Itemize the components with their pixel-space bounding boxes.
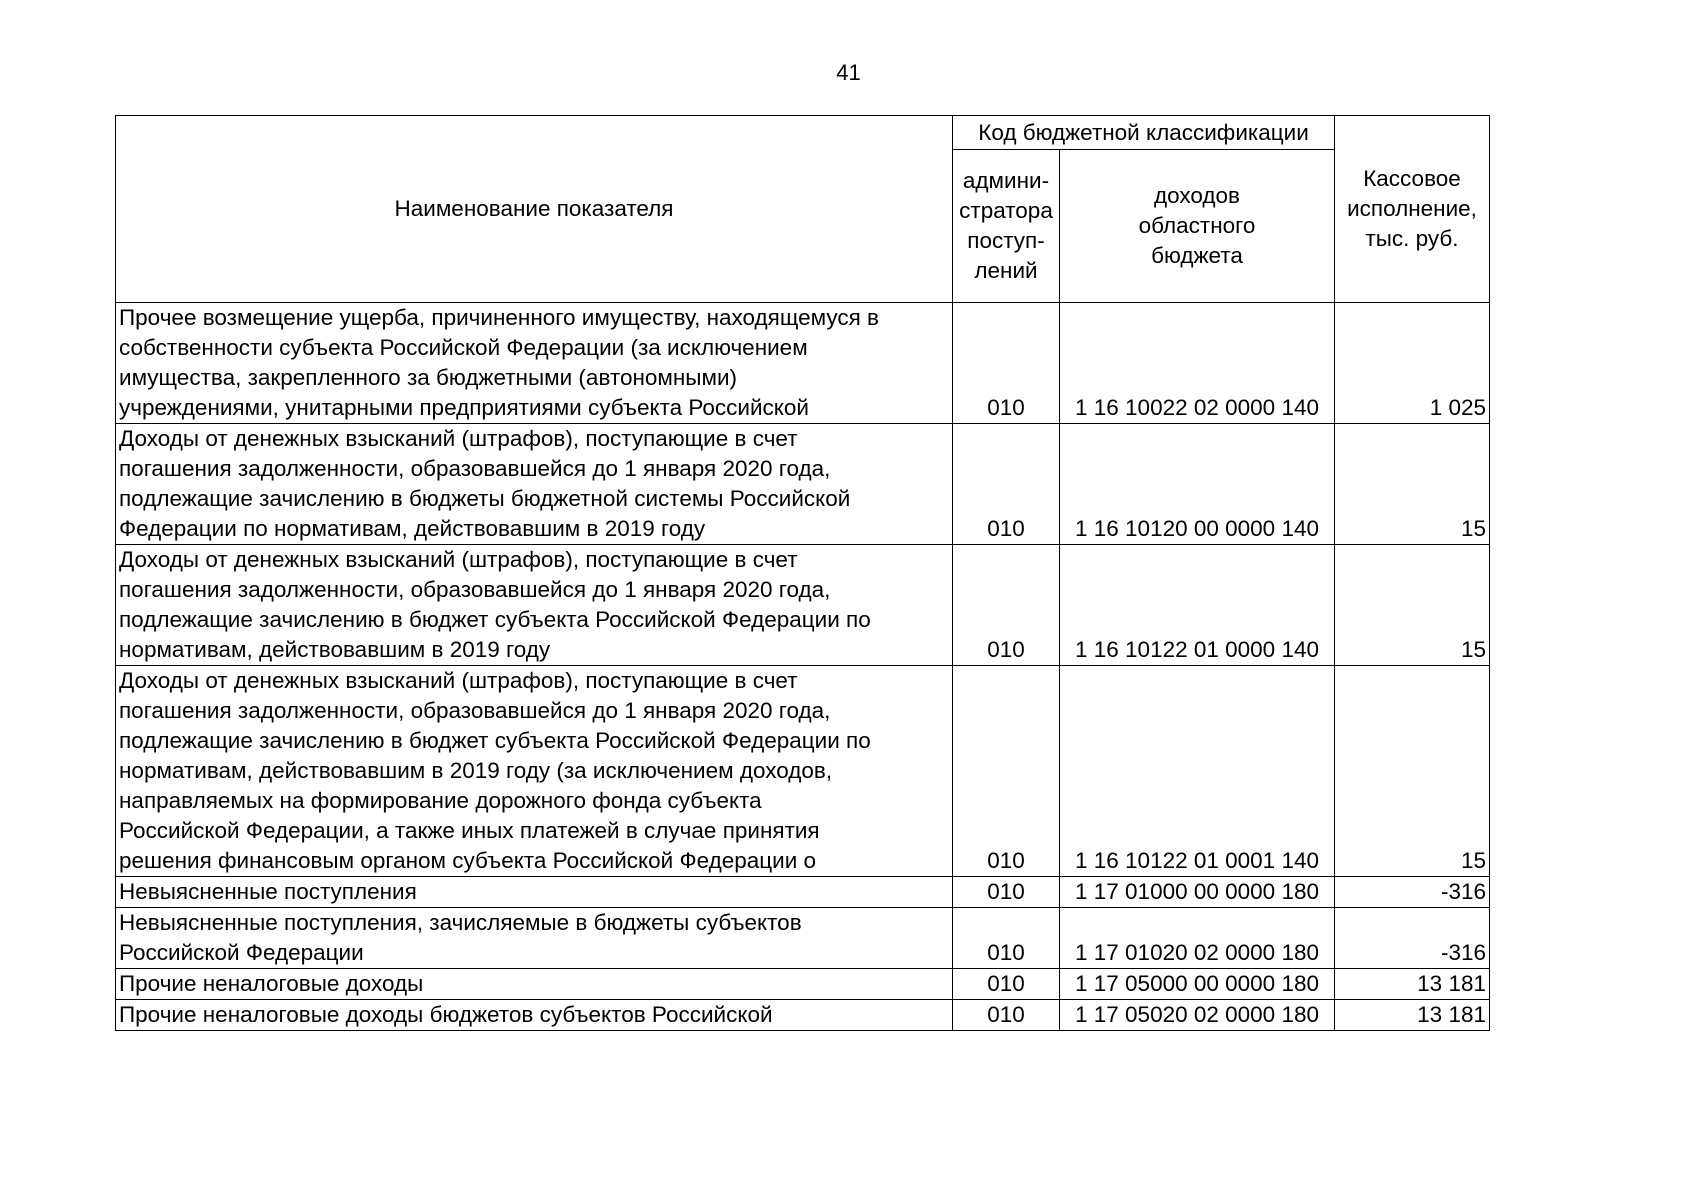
table-body: [116, 303, 1490, 1031]
row-admin-code: 010: [953, 969, 1060, 1000]
row-admin-code: 010: [953, 908, 1060, 969]
row-admin-code: 010: [953, 424, 1060, 545]
table-row: [116, 545, 1490, 666]
table-row: [116, 424, 1490, 545]
header-budget-classification-code: Код бюджетной классификации: [953, 116, 1335, 150]
row-budget-code: 1 16 10022 02 0000 140: [1060, 303, 1335, 424]
page-number: 41: [836, 60, 861, 85]
header-cash-execution-label: Кассовое исполнение, тыс. руб.: [1347, 166, 1477, 251]
row-budget-code: 1 17 05000 00 0000 180: [1060, 969, 1335, 1000]
row-name: Прочее возмещение ущерба, причиненного имуществу, находящемуся в собственности субъекта Российской Федерации (за исключением имущества, закрепленного за бюджетными (автономными) учреждениями, унитарными предприятиями субъекта Российской: [116, 303, 953, 424]
row-budget-code: 1 17 05020 02 0000 180: [1060, 1000, 1335, 1031]
row-admin-code: 010: [953, 303, 1060, 424]
row-name: Доходы от денежных взысканий (штрафов), поступающие в счет погашения задолженности, образовавшейся до 1 января 2020 года, подлежащие зачислению в бюджет субъекта Российской Федерации по нормативам, действовавшим в 2019 году (за исключением доходов, направляемых на формирование дорожного фонда субъекта Российской Федерации, а также иных платежей в случае принятия решения финансовым органом субъекта Российской Федерации о: [116, 666, 953, 877]
row-name: Доходы от денежных взысканий (штрафов), поступающие в счет погашения задолженности, образовавшейся до 1 января 2020 года, подлежащие зачислению в бюджет субъекта Российской Федерации по нормативам, действовавшим в 2019 году: [116, 545, 953, 666]
header-administrator-label: админи- стратора поступ- лений: [959, 168, 1053, 283]
row-amount: 15: [1335, 424, 1490, 545]
budget-table: [115, 115, 1490, 1031]
table-row: [116, 1000, 1490, 1031]
header-name: Наименование показателя: [116, 116, 953, 303]
row-budget-code: 1 17 01020 02 0000 180: [1060, 908, 1335, 969]
table-row: [116, 666, 1490, 877]
row-admin-code: 010: [953, 666, 1060, 877]
row-amount: 15: [1335, 545, 1490, 666]
row-budget-code: 1 16 10120 00 0000 140: [1060, 424, 1335, 545]
row-budget-code: 1 16 10122 01 0001 140: [1060, 666, 1335, 877]
row-name: Прочие неналоговые доходы: [116, 969, 953, 1000]
row-name: Невыясненные поступления: [116, 877, 953, 908]
row-amount: -316: [1335, 908, 1490, 969]
row-amount: 15: [1335, 666, 1490, 877]
row-amount: 13 181: [1335, 1000, 1490, 1031]
row-amount: -316: [1335, 877, 1490, 908]
header-regional-budget-income: [1060, 150, 1335, 303]
table-row: [116, 877, 1490, 908]
row-budget-code: 1 16 10122 01 0000 140: [1060, 545, 1335, 666]
table-row: [116, 303, 1490, 424]
header-cash-execution: [1335, 116, 1490, 303]
row-amount: 1 025: [1335, 303, 1490, 424]
table-header: [116, 116, 1490, 303]
row-budget-code: 1 17 01000 00 0000 180: [1060, 877, 1335, 908]
row-admin-code: 010: [953, 877, 1060, 908]
row-name: Доходы от денежных взысканий (штрафов), поступающие в счет погашения задолженности, образовавшейся до 1 января 2020 года, подлежащие зачислению в бюджеты бюджетной системы Российской Федерации по нормативам, действовавшим в 2019 году: [116, 424, 953, 545]
table-row: [116, 969, 1490, 1000]
header-administrator: [953, 150, 1060, 303]
row-amount: 13 181: [1335, 969, 1490, 1000]
row-name: Невыясненные поступления, зачисляемые в бюджеты субъектов Российской Федерации: [116, 908, 953, 969]
row-name: Прочие неналоговые доходы бюджетов субъектов Российской: [116, 1000, 953, 1031]
table-row: [116, 908, 1490, 969]
row-admin-code: 010: [953, 545, 1060, 666]
header-regional-budget-income-label: доходов областного бюджета: [1138, 183, 1256, 268]
row-admin-code: 010: [953, 1000, 1060, 1031]
